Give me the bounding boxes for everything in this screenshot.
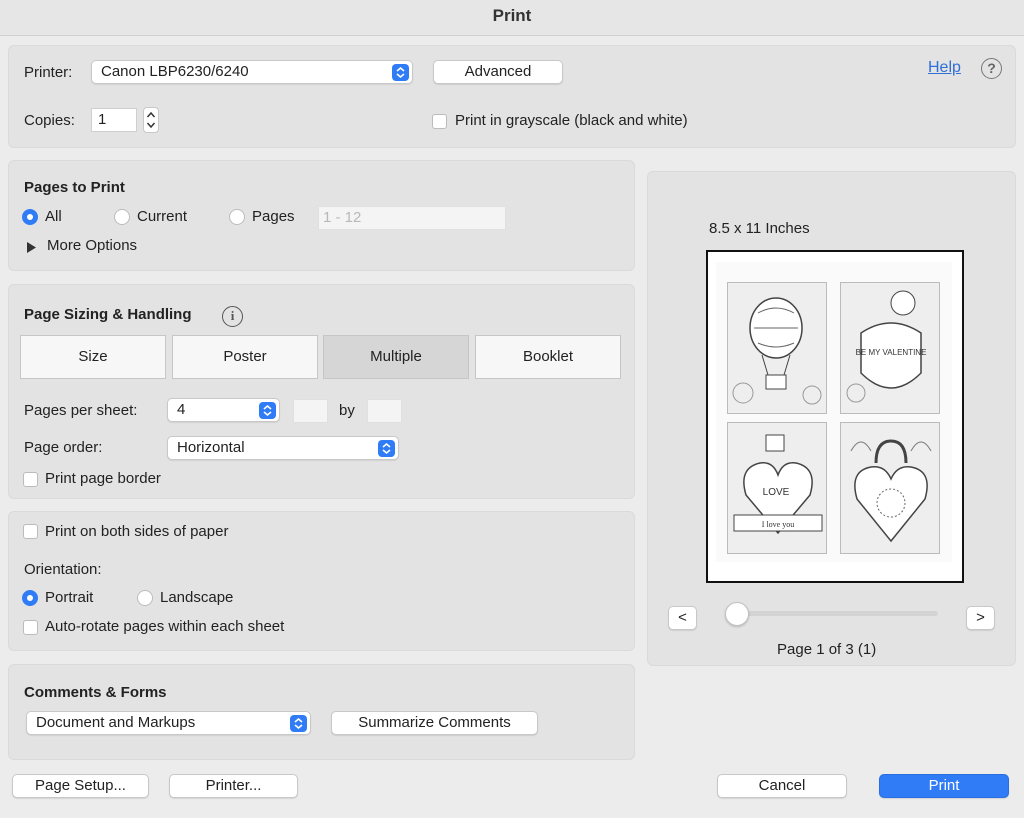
- grid-rows-input[interactable]: [367, 399, 402, 423]
- love-text: LOVE: [762, 487, 790, 498]
- copies-stepper[interactable]: [143, 107, 159, 133]
- radio-portrait-label: Portrait: [45, 589, 94, 606]
- grayscale-checkbox[interactable]: [432, 114, 447, 129]
- page-info: Page 1 of 3 (1): [777, 641, 877, 658]
- comments-select[interactable]: [26, 711, 311, 735]
- grayscale-label: Print in grayscale (black and white): [455, 112, 688, 129]
- chevron-up-down-icon: [392, 64, 409, 81]
- comments-title: Comments & Forms: [24, 684, 167, 701]
- radio-current[interactable]: [114, 209, 130, 225]
- copies-label: Copies:: [24, 112, 75, 129]
- chevron-up-down-icon: [378, 440, 395, 457]
- page-slider-thumb[interactable]: [725, 602, 749, 626]
- both-sides-label: Print on both sides of paper: [45, 523, 229, 540]
- radio-current-label: Current: [137, 208, 188, 225]
- printer-label: Printer:: [24, 64, 73, 81]
- page-sizing-title: Page Sizing & Handling: [24, 306, 192, 323]
- info-icon[interactable]: i: [222, 306, 243, 327]
- radio-all-label: All: [45, 208, 62, 225]
- radio-pages[interactable]: [229, 209, 245, 225]
- page-slider-track[interactable]: [730, 611, 938, 616]
- next-page-button[interactable]: >: [966, 606, 995, 630]
- pages-per-sheet-label: Pages per sheet:: [24, 402, 138, 419]
- orientation-label: Orientation:: [24, 561, 102, 578]
- tab-size[interactable]: Size: [20, 335, 166, 379]
- pages-range-input[interactable]: 1 - 12: [318, 206, 506, 230]
- both-sides-checkbox[interactable]: [23, 524, 38, 539]
- radio-all[interactable]: [22, 209, 38, 225]
- grid-columns-input[interactable]: [293, 399, 328, 423]
- tab-booklet[interactable]: Booklet: [475, 335, 621, 379]
- tab-multiple[interactable]: Multiple: [323, 335, 469, 379]
- preview-thumb-lock-heart: [840, 422, 940, 554]
- printer-select[interactable]: [91, 60, 413, 84]
- summarize-comments-button[interactable]: Summarize Comments: [331, 711, 538, 735]
- pages-per-sheet-value: 4: [177, 401, 186, 418]
- copies-input[interactable]: 1: [91, 108, 137, 132]
- print-border-label: Print page border: [45, 470, 161, 487]
- chevron-up-down-icon: [290, 715, 307, 732]
- page-setup-button[interactable]: Page Setup...: [12, 774, 149, 798]
- chevron-up-down-icon: [259, 402, 276, 419]
- pages-to-print-title: Pages to Print: [24, 179, 125, 196]
- printer-button[interactable]: Printer...: [169, 774, 298, 798]
- by-label: by: [339, 402, 355, 419]
- printer-select-value: Canon LBP6230/6240: [101, 63, 249, 80]
- preview-thumb-balloon: [727, 282, 827, 414]
- triangle-right-icon[interactable]: [27, 240, 36, 257]
- help-icon[interactable]: ?: [981, 58, 1002, 79]
- be-my-valentine-text: BE MY VALENTINE: [855, 348, 927, 357]
- radio-landscape-label: Landscape: [160, 589, 234, 606]
- page-order-value: Horizontal: [177, 439, 245, 456]
- print-border-checkbox[interactable]: [23, 472, 38, 487]
- radio-pages-label: Pages: [252, 208, 295, 225]
- i-love-you-text: I love you: [761, 520, 795, 529]
- paper-size-label: 8.5 x 11 Inches: [709, 220, 810, 237]
- cancel-button[interactable]: Cancel: [717, 774, 847, 798]
- pages-per-sheet-select[interactable]: [167, 398, 280, 422]
- preview-thumb-be-my-valentine: [840, 282, 940, 414]
- prev-page-button[interactable]: <: [668, 606, 697, 630]
- radio-portrait[interactable]: [22, 590, 38, 606]
- comments-select-value: Document and Markups: [36, 714, 196, 731]
- autorotate-checkbox[interactable]: [23, 620, 38, 635]
- advanced-button[interactable]: Advanced: [433, 60, 563, 84]
- preview-thumb-love-heart: [727, 422, 827, 554]
- tab-poster[interactable]: Poster: [172, 335, 318, 379]
- more-options-label[interactable]: More Options: [47, 237, 138, 254]
- preview-sheet-frame: [706, 250, 964, 583]
- stepper-arrows-icon: [144, 108, 158, 132]
- help-link[interactable]: Help: [928, 59, 961, 76]
- page-order-label: Page order:: [24, 439, 103, 456]
- autorotate-label: Auto-rotate pages within each sheet: [45, 618, 285, 635]
- print-button[interactable]: Print: [879, 774, 1009, 798]
- page-order-select[interactable]: [167, 436, 399, 460]
- window-title: Print: [0, 0, 1024, 36]
- radio-landscape[interactable]: [137, 590, 153, 606]
